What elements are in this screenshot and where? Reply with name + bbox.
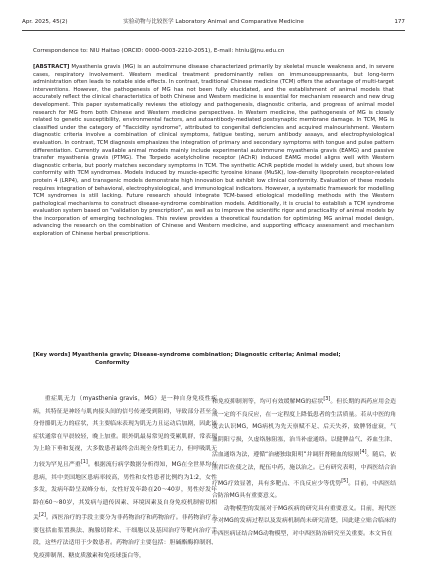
keywords-line-1: Myasthenia gravis; Disease-syndrome combination; Diagnostic criteria; Animal model; xyxy=(72,352,341,358)
body-paragraph xyxy=(212,503,396,541)
body-text: 。西医治疗的手段主要分为非药物治疗和药物治疗。非药物治疗主要包括血浆置换法、胸腺切除术、干细胞以及基因治疗等靶向治疗手段，这些疗法适用于少数患者。药物治疗主要包括：胆碱酯酶抑制剂、免疫抑制剂、糖皮质激素和免疫球蛋白等， xyxy=(33,515,218,560)
body-column-right xyxy=(212,393,396,540)
abstract-text: Myasthenia gravis (MG) is an autoimmune disease characterized primarily by skeletal muscle weakness and, in severe cases, respiratory involvement. Western medical treatment predominantly relies on immunosuppressants, but long-term administration often leads to notable side effects. In contrast, traditional Chinese medicine (TCM) offers the advantage of multi-target interventions. However, the pathogenesis of MG has not been fully elucidated, and the establishment of animal models that accurately reflect the clinical characteristics of both Chinese and Western medicine is essential for mechanism research and new drug development. This paper systematically reviews the etiology and pathogenesis, diagnostic criteria, and progress of animal model research for MG from both Chinese and Western medicine perspectives. In Western medicine, the pathogenesis of MG is closely related to genetic susceptibility, environmental factors, and autoantibody-mediated postsynaptic membrane damage. In TCM, MG is classified under the category of "flaccidity syndrome", attributed to congenital deficiencies and acquired malnourishment. Western diagnostic criteria involve a combination of clinical symptoms, fatigue testing, serum antibody assays, and electrophysiological evaluation. In contrast, TCM diagnosis emphasizes the integration of primary and secondary symptoms with tongue and pulse pattern differentiation. Currently available animal models mainly include experimental autoimmune myasthenia gravis (EAMG) and passive transfer myasthenia gravis (PTMG). The Torpedo acetylcholine receptor (AChR) induced EAMG model aligns well with Western diagnostic criteria, but poorly matches secondary symptoms in TCM. The synthetic AChR peptide model is widely used, but shows low conformity with TCM syndromes. Models induced by muscle-specific tyrosine kinase (MuSK), low-density lipoprotein receptor-related protein 4 (LRP4), and transgenic models demonstrate high innovation but exhibit low clinical conformity. Evaluation of these models requires integration of behavioral, electrophysiological, and immunological indicators. However, a systematic framework for modelling TCM syndromes is still lacking. Future research should integrate TCM-based etiological modelling methods with the Western pathological mechanisms to construct disease-syndrome combination models. Additionally, it is crucial to establish a TCM syndrome evaluation system based on "validation by prescription", as well as to improve the scientific rigor and practicality of animal models by the incorporation of emerging technologies. This review provides a theoretical foundation for optimizing MG animal model design, advancing the research on the combination of Chinese and Western medicine, and supporting efficacy assessment and mechanism exploration of Chinese herbal prescriptions. xyxy=(33,64,394,238)
correspondence-line: Correspondence to: NIU Haitao (ORCID: 0000-0003-2210-2051), E-mail: htniu@jnu.edu.cn xyxy=(33,48,285,54)
body-text: 重症肌无力（myasthenia gravis，MG）是一种自身免疫性疾病，其特征是神经与肌肉接头间的信号传递受到阻碍，导致部分甚至全身骨骼肌无力的症状，其主要临床表现为肌无力且运动后加剧，因此该症状通常在早晨较轻，晚上加重。眼外肌最易常见的受累肌群，常表现为上睑下垂和复视，大多数患者最终会出现全身性肌无力，但呼吸肌无力较为罕见且严重 xyxy=(33,396,217,468)
citation-ref[interactable]: [5] xyxy=(341,477,349,484)
citation-ref[interactable]: [3] xyxy=(323,396,331,402)
body-text: 和免疫抑制剂等，均可有效缓解MG的症状 xyxy=(212,398,324,405)
keywords-label: [Key words] xyxy=(33,352,71,358)
body-text: 。但长期的西药应用会造成一定的不良反应，在一定程度上降低患者的生活质量。若从中医的角度去认识MG，MG病机为先天禀赋不足、后天失养，致脾肾虚衰，气血阴阳亏损，久虚络脉阻塞，治当补虚通络。以健脾益气、养血生津、活血通络为法，遵循“治痿独取阳明”并调肝肾精血的原则 xyxy=(212,398,396,459)
page-number: 177 xyxy=(394,19,405,25)
body-text: 。目前，中西医结合防治MG具有重要意义。 xyxy=(212,480,397,500)
running-header xyxy=(22,16,405,28)
body-paragraph xyxy=(33,393,217,563)
abstract xyxy=(33,64,394,239)
journal-title: 实验动物与比较医学 Laboratory Animal and Comparative Medicine xyxy=(123,19,304,25)
abstract-label: [ABSTRACT] xyxy=(33,64,70,70)
header-rule xyxy=(22,30,405,31)
body-column-left xyxy=(33,393,217,563)
keywords xyxy=(33,351,394,367)
body-paragraph xyxy=(212,393,396,503)
citation-ref[interactable]: [4] xyxy=(359,449,367,456)
keywords-line-2: Conformity xyxy=(95,360,130,366)
body-text: 动物模型的发展对于MG疾病的研究具有重要意义。目前，现代医学对MG的发病过程以及发病机制尚未研究清楚，因此建立贴合临床的中西医病证结合MG动物模型，对中西医防治研究至关重要。本文旨在 xyxy=(212,505,396,537)
body-text: 。随后，依照君臣佐使之法，配伍中药，施以治之。已有研究表明，中西医结合治疗MG疗效显著，具有多靶点、不良反应少等优势 xyxy=(212,452,397,487)
issue-info: Apr. 2025, 45(2) xyxy=(22,19,68,25)
citation-ref[interactable]: [2] xyxy=(38,512,46,519)
citation-ref[interactable]: [1] xyxy=(80,458,88,465)
body-text: 。根据流行病学数据分析得知，MG在全世界均有患病，其中美国地区患病率较高，男性和女性患者比例约为1:2，女性多发，发病年龄呈双峰分布，女性好发年龄在20～40岁，男性好发年龄在60～80岁，其发病与遗传因素、环境因素及自身免疫机制密切相关 xyxy=(33,461,218,522)
